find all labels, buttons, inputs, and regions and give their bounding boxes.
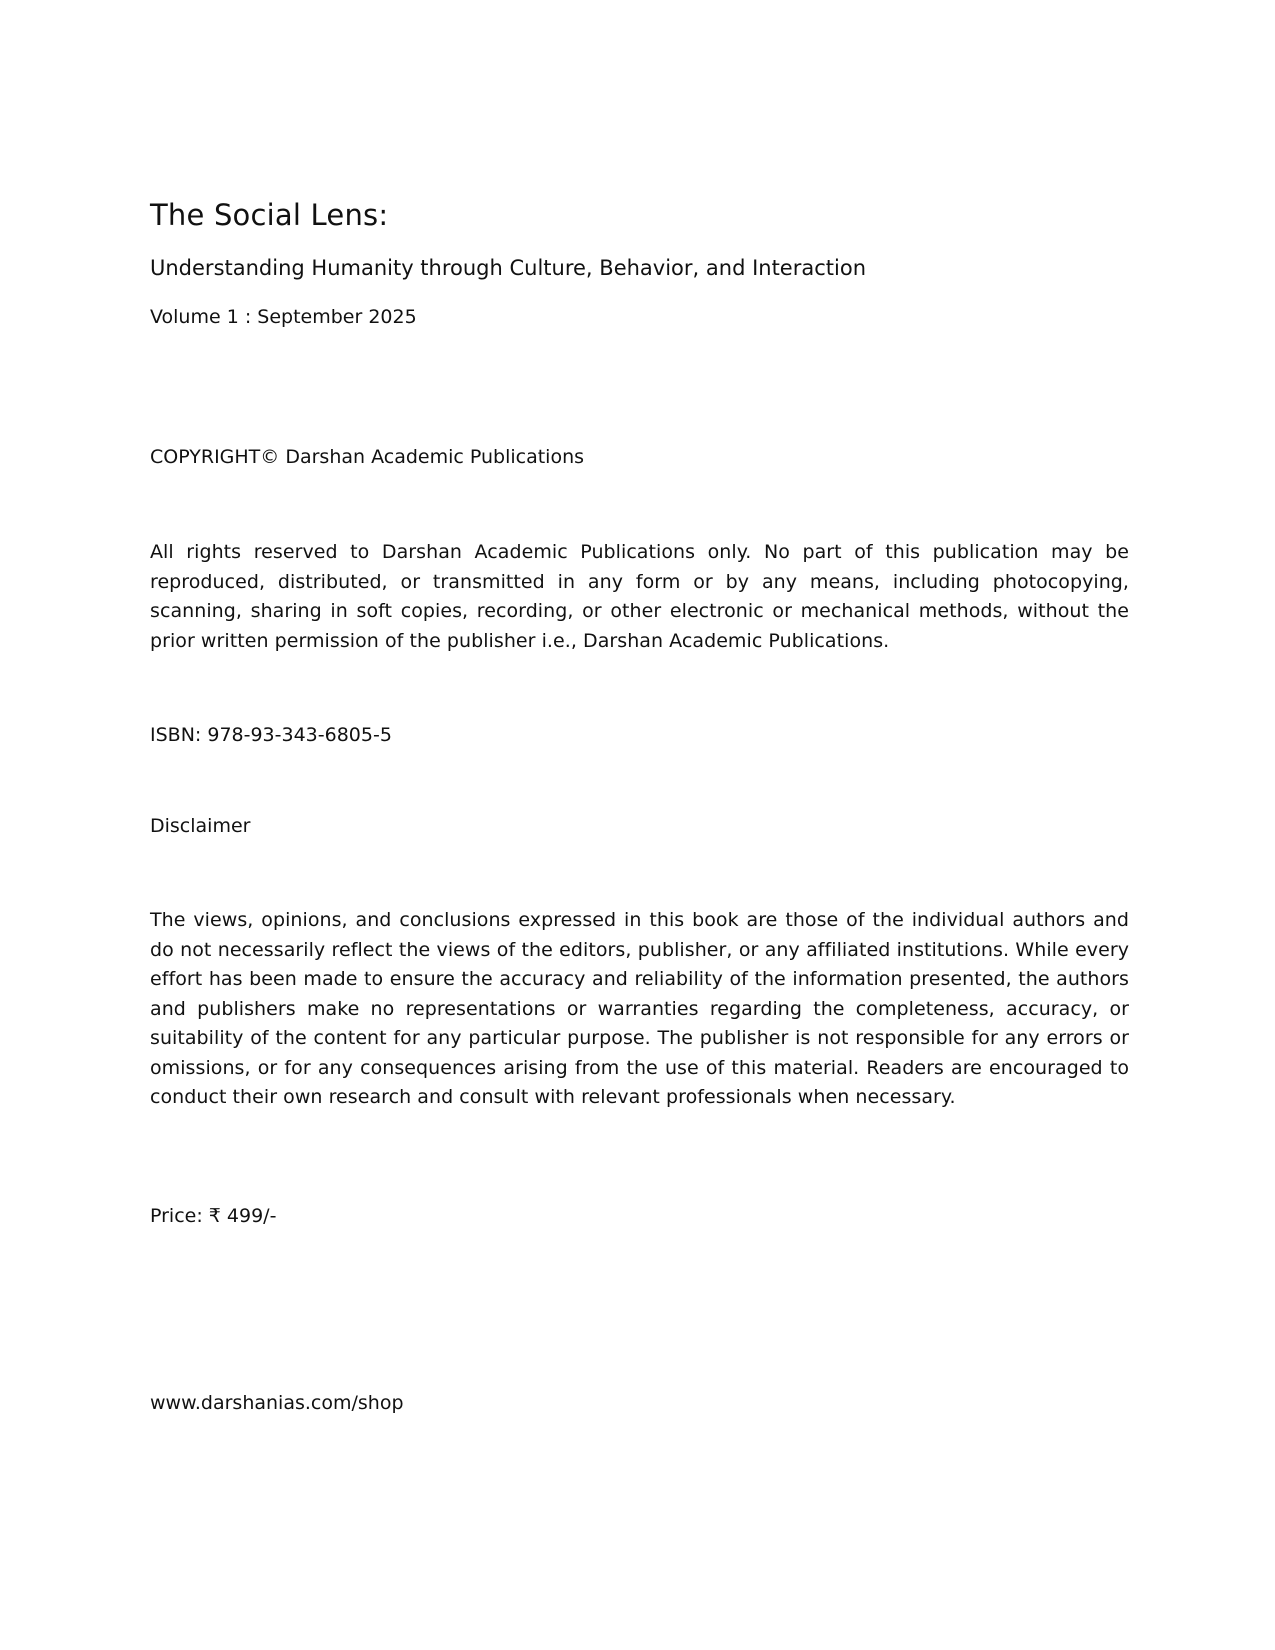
copyright-notice: COPYRIGHT© Darshan Academic Publications xyxy=(150,446,585,468)
price: Price: ₹ 499/- xyxy=(150,1205,277,1227)
book-subtitle: Understanding Humanity through Culture, Behavior, and Interaction xyxy=(150,256,866,280)
disclaimer-heading: Disclaimer xyxy=(150,815,251,837)
website-link[interactable]: www.darshanias.com/shop xyxy=(150,1392,404,1414)
volume-info: Volume 1 : September 2025 xyxy=(150,306,417,328)
isbn: ISBN: 978-93-343-6805-5 xyxy=(150,724,392,746)
rights-paragraph: All rights reserved to Darshan Academic Publications only. No part of this publication may be reproduced, distributed, or transmitted in any form or by any means, including photocopying, scanning, sharing in soft copies, recording, or other electronic or mechanical methods, without the prior written permission of the publisher i.e., Darshan Academic Publications. xyxy=(150,541,1129,652)
book-title: The Social Lens: xyxy=(150,198,389,232)
disclaimer-paragraph: The views, opinions, and conclusions expressed in this book are those of the individual authors and do not necessarily reflect the views of the editors, publisher, or any affiliated institutions. While every effort has been made to ensure the accuracy and reliability of the information presented, the authors and publishers make no representations or warranties regarding the completeness, accuracy, or suitability of the content for any particular purpose. The publisher is not responsible for any errors or omissions, or for any consequences arising from the use of this material. Readers are encouraged to conduct their own research and consult with relevant professionals when necessary. xyxy=(150,909,1129,1108)
